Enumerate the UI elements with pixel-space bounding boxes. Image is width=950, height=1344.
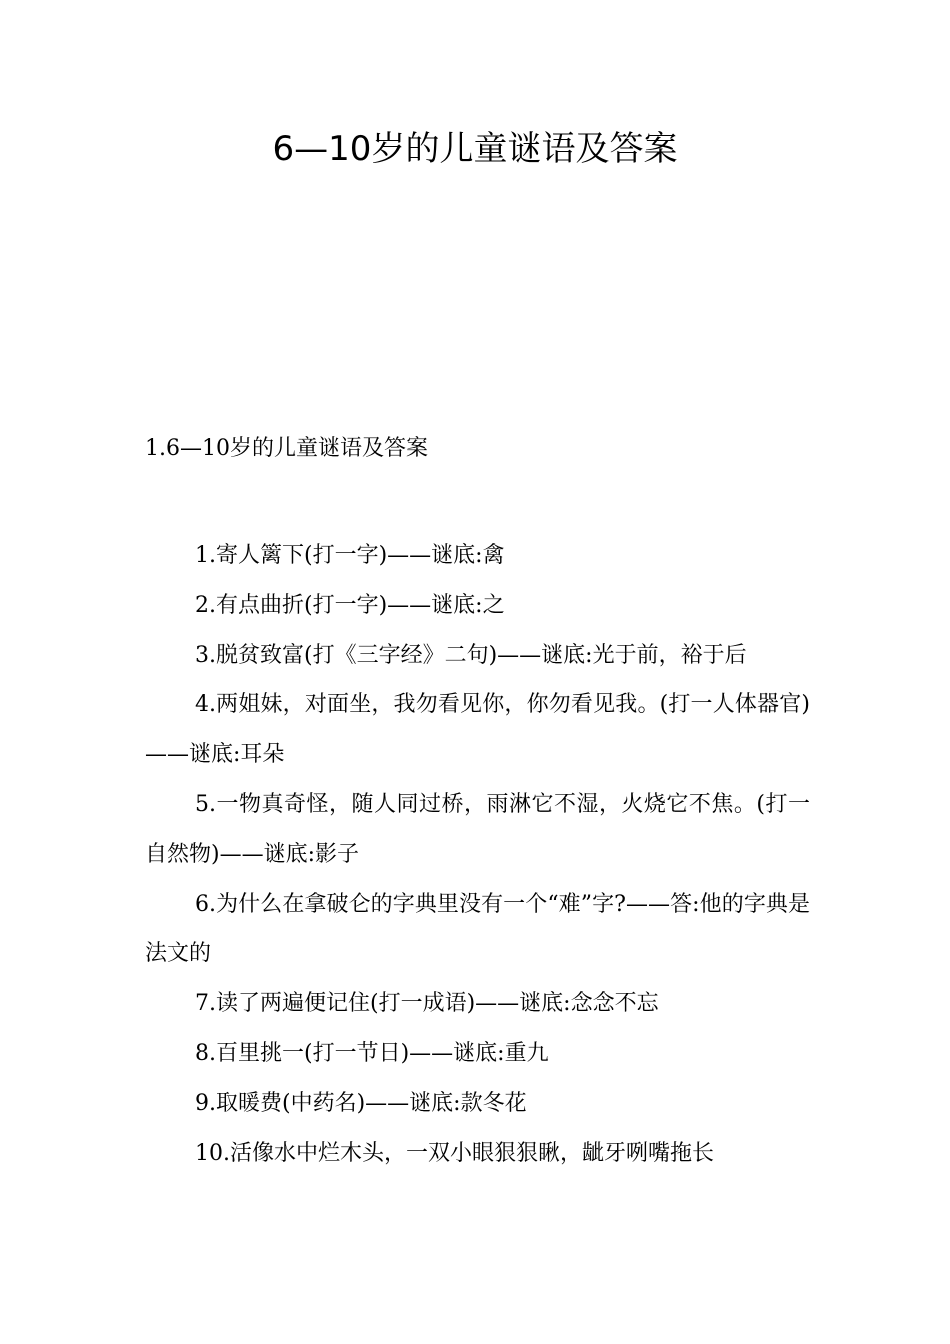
- riddle-list: [145, 531, 810, 1178]
- riddle-item: 2.有点曲折(打一字)——谜底:之: [195, 592, 505, 618]
- riddle-item: 6.为什么在拿破仑的字典里没有一个“难”字?——答:他的字典是法文的: [145, 891, 810, 967]
- riddle-item: 1.寄人篱下(打一字)——谜底:禽: [195, 543, 505, 568]
- riddle-item: 10.活像水中烂木头，一双小眼狠狠瞅，龇牙咧嘴拖长: [195, 1140, 714, 1166]
- riddle-item: 8.百里挑一(打一节日)——谜底:重九: [195, 1040, 549, 1066]
- riddle-item: 4.两姐妹，对面坐，我勿看见你，你勿看见我。(打一人体器官)——谜底:耳朵: [145, 692, 810, 768]
- riddle-item: 7.读了两遍便记住(打一成语)——谜底:念念不忘: [195, 991, 659, 1017]
- section-heading: 1.6—10岁的儿童谜语及答案: [145, 436, 428, 461]
- riddle-item: 9.取暖费(中药名)——谜底:款冬花: [195, 1090, 527, 1116]
- riddle-item: 3.脱贫致富(打《三字经》二句)——谜底:光于前，裕于后: [195, 642, 747, 668]
- document-title: 6—10岁的儿童谜语及答案: [272, 129, 678, 169]
- riddle-item: 5.一物真奇怪，随人同过桥，雨淋它不湿，火烧它不焦。(打一自然物)——谜底:影子: [145, 791, 810, 867]
